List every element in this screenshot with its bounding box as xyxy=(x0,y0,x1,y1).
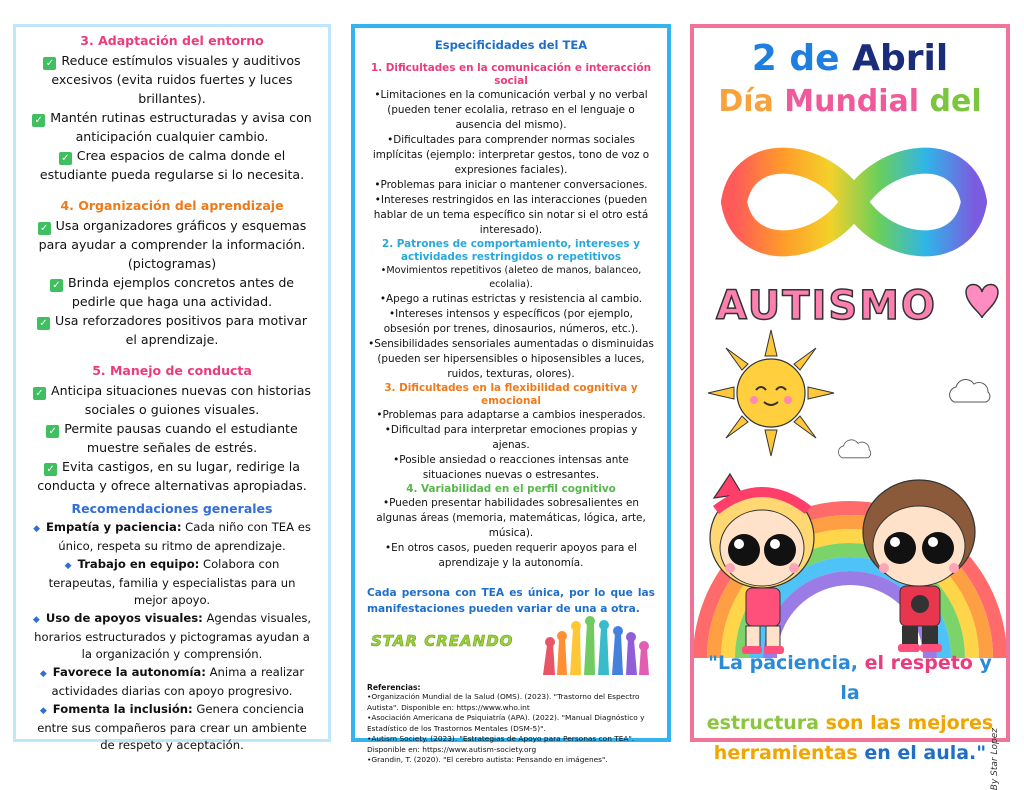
quote xyxy=(700,648,1000,768)
quote-part-4: estructura xyxy=(706,712,820,734)
strategy-sections xyxy=(30,33,314,495)
checkbox-icon: ✓ xyxy=(44,463,57,476)
recommendation-item xyxy=(30,519,314,555)
tea-item: •Dificultades para comprender normas sociales implícitas (ejemplo: interpretar gestos, tono de voz o expresiones faciales). xyxy=(372,134,650,176)
recommendation-text: Genera conciencia entre sus compañeros para crear un ambiente de respeto y aceptación. xyxy=(37,702,307,752)
day-word-1: Día xyxy=(718,84,774,119)
reference-item: •Grandin, T. (2020). "El cerebro autista: Pensando en imágenes". xyxy=(367,755,608,764)
autismo-text: AUTISMO xyxy=(716,283,937,329)
quote-part-1: "La paciencia, xyxy=(708,652,865,674)
reference-item: •Asociación Americana de Psiquiatría (APA). (2022). "Manual Diagnóstico y Estadístico de los Trastornos Mentales (DSM-5)". xyxy=(367,713,645,733)
tea-item: •Sensibilidades sensoriales aumentadas o disminuidas (pueden ser hipersensibles o hiposensibles a luces, ruidos, texturas, olores). xyxy=(368,338,654,380)
recommendation-item xyxy=(30,664,314,700)
star-creando-logo xyxy=(371,631,513,650)
sun-icon xyxy=(706,328,836,458)
checkbox-icon: ✓ xyxy=(50,279,63,292)
date-de: de xyxy=(789,38,840,79)
recommendation-item xyxy=(30,701,314,754)
checklist-text: Reduce estímulos visuales y auditivos excesivos (evita ruidos fuertes y luces brillantes). xyxy=(51,53,301,106)
date-heading xyxy=(694,38,1006,79)
recommendation-label: Fomenta la inclusión: xyxy=(52,702,193,716)
recommendations-title: Recomendaciones generales xyxy=(71,501,273,516)
checkbox-icon: ✓ xyxy=(32,114,45,127)
recommendation-text: Anima a realizar actividades diarias con apoyo progresivo. xyxy=(51,665,305,698)
section-gap xyxy=(30,184,314,198)
tea-title: Especificidades del TEA xyxy=(434,38,588,52)
checklist-item xyxy=(30,108,314,146)
checklist-text: Permite pausas cuando el estudiante muestre señales de estrés. xyxy=(64,421,298,455)
checklist-text: Brinda ejemplos concretos antes de pedirle que haga una actividad. xyxy=(67,275,295,309)
tea-item: •Limitaciones en la comunicación verbal y no verbal (pueden tener ecolalia, retraso en el lenguaje o ausencia del mismo). xyxy=(374,89,648,131)
recommendation-label: Favorece la autonomía: xyxy=(52,665,206,679)
tea-section-heading: 1. Dificultades en la comunicación e interacción social xyxy=(370,62,652,87)
tea-item: •En otros casos, pueden requerir apoyos para el aprendizaje y la autonomía. xyxy=(385,542,637,569)
logo-row xyxy=(367,621,655,683)
left-panel xyxy=(13,24,331,752)
section-title: 5. Manejo de conducta xyxy=(92,363,252,378)
checklist-text: Evita castigos, en su lugar, redirige la conducta y ofrece alternativas apropiadas. xyxy=(37,459,307,493)
autismo-bubble-word xyxy=(704,274,1004,334)
reference-item: •Autism Society. (2023). "Estrategias de Apoyo para Personas con TEA". Disponible en: https://www.autism-society.org xyxy=(367,734,635,754)
quote-part-5: son las mejores xyxy=(819,712,994,734)
quote-part-6: herramientas xyxy=(713,742,858,764)
recommendation-label: Uso de apoyos visuales: xyxy=(45,611,203,625)
checkbox-icon: ✓ xyxy=(59,152,72,165)
checklist-item xyxy=(30,51,314,108)
checklist-item xyxy=(30,273,314,311)
checklist-item xyxy=(30,381,314,419)
diamond-bullet-icon: ◆ xyxy=(33,524,40,534)
recommendations-list xyxy=(30,519,314,754)
diamond-bullet-icon: ◆ xyxy=(39,706,47,716)
checklist-item xyxy=(30,457,314,495)
tea-section-heading: 4. Variabilidad en el perfil cognitivo xyxy=(406,483,616,495)
checklist-item xyxy=(30,216,314,273)
tea-item: •Pueden presentar habilidades sobresalientes en algunas áreas (memoria, matemáticas, lógica, arte, música). xyxy=(376,497,646,539)
tea-note: Cada persona con TEA es única, por lo que las manifestaciones pueden variar de una a otra. xyxy=(367,587,655,615)
tea-item: •Intereses restringidos en las interacciones (pueden hablar de un tema específico sin notar si el otro está interesado). xyxy=(373,194,649,236)
references-list xyxy=(367,692,655,766)
day-word-2: Mundial xyxy=(784,84,920,119)
author-signature: By Star Lopez xyxy=(990,728,1000,790)
checkbox-icon: ✓ xyxy=(37,317,50,330)
recommendation-text: Cada niño con TEA es único, respeta su ritmo de aprendizaje. xyxy=(58,520,311,553)
checklist-item xyxy=(30,146,314,184)
diamond-bullet-icon: ◆ xyxy=(64,561,72,571)
recommendation-item xyxy=(30,556,314,609)
heart-icon xyxy=(966,285,998,319)
tea-section-heading: 2. Patrones de comportamiento, intereses y actividades restringidos o repetitivos xyxy=(382,238,640,263)
day-heading xyxy=(694,84,1006,119)
tea-item: •Apego a rutinas estrictas y resistencia al cambio. xyxy=(379,293,643,305)
recommendation-text: Colabora con terapeutas, familia y especialistas para un mejor apoyo. xyxy=(48,557,296,607)
cover-panel xyxy=(690,24,1010,790)
tea-item: •Dificultad para interpretar emociones propias y ajenas. xyxy=(384,424,638,451)
girl-character xyxy=(702,468,822,658)
diamond-bullet-icon: ◆ xyxy=(32,615,40,625)
reference-item: •Organización Mundial de la Salud (OMS). (2023). "Trastorno del Espectro Autista". Disponible en: https://www.who.int xyxy=(367,692,640,712)
recommendation-label: Trabajo en equipo: xyxy=(77,557,200,571)
middle-panel xyxy=(351,24,671,764)
rainbow-infinity-icon xyxy=(704,132,1004,272)
checklist-text: Usa reforzadores positivos para motivar el aprendizaje. xyxy=(55,313,307,347)
tea-item: •Posible ansiedad o reacciones intensas ante situaciones nuevas o estresantes. xyxy=(393,454,629,481)
checkbox-icon: ✓ xyxy=(33,387,46,400)
section-gap xyxy=(30,349,314,363)
checklist-text: Mantén rutinas estructuradas y avisa con anticipación cualquier cambio. xyxy=(50,110,312,144)
date-number: 2 xyxy=(751,38,777,79)
checklist-item xyxy=(30,311,314,349)
checklist-text: Crea espacios de calma donde el estudiante pueda regularse si lo necesita. xyxy=(39,148,305,182)
tea-item: •Intereses intensos y específicos (por ejemplo, obsesión por trenes, dinosaurios, números, etc.). xyxy=(383,308,639,335)
checklist-text: Usa organizadores gráficos y esquemas para ayudar a comprender la información. (pictogramas) xyxy=(38,218,307,271)
tea-item: •Movimientos repetitivos (aleteo de manos, balanceo, ecolalia). xyxy=(380,265,642,290)
day-word-3: del xyxy=(929,84,982,119)
tea-sections xyxy=(367,62,655,571)
cloud-icon xyxy=(944,376,994,406)
quote-part-3: y la xyxy=(840,652,992,704)
boy-character xyxy=(854,466,984,656)
checkbox-icon: ✓ xyxy=(43,57,56,70)
checkbox-icon: ✓ xyxy=(38,222,51,235)
section-title: 4. Organización del aprendizaje xyxy=(60,198,284,213)
date-month: Abril xyxy=(852,38,949,79)
checkbox-icon: ✓ xyxy=(46,425,59,438)
quote-part-7: en el aula." xyxy=(857,742,987,764)
section-title: 3. Adaptación del entorno xyxy=(80,33,264,48)
checklist-item xyxy=(30,419,314,457)
tea-item: •Problemas para iniciar o mantener conversaciones. xyxy=(374,179,648,191)
diamond-bullet-icon: ◆ xyxy=(39,669,47,679)
references-title: Referencias: xyxy=(367,683,421,692)
tea-section-heading: 3. Dificultades en la flexibilidad cognitiva y emocional xyxy=(384,382,638,407)
tea-item: •Problemas para adaptarse a cambios inesperados. xyxy=(376,409,646,421)
recommendation-item xyxy=(30,610,314,663)
recommendation-label: Empatía y paciencia: xyxy=(45,520,182,534)
quote-part-2: el respeto xyxy=(864,652,973,674)
checklist-text: Anticipa situaciones nuevas con historias sociales o guiones visuales. xyxy=(51,383,311,417)
colorful-hands-icon xyxy=(535,615,655,677)
recommendation-text: Agendas visuales, horarios estructurados y pictogramas ayudan a la organización y comprensión. xyxy=(34,611,312,661)
logo-text: STAR CREANDO xyxy=(371,632,514,650)
